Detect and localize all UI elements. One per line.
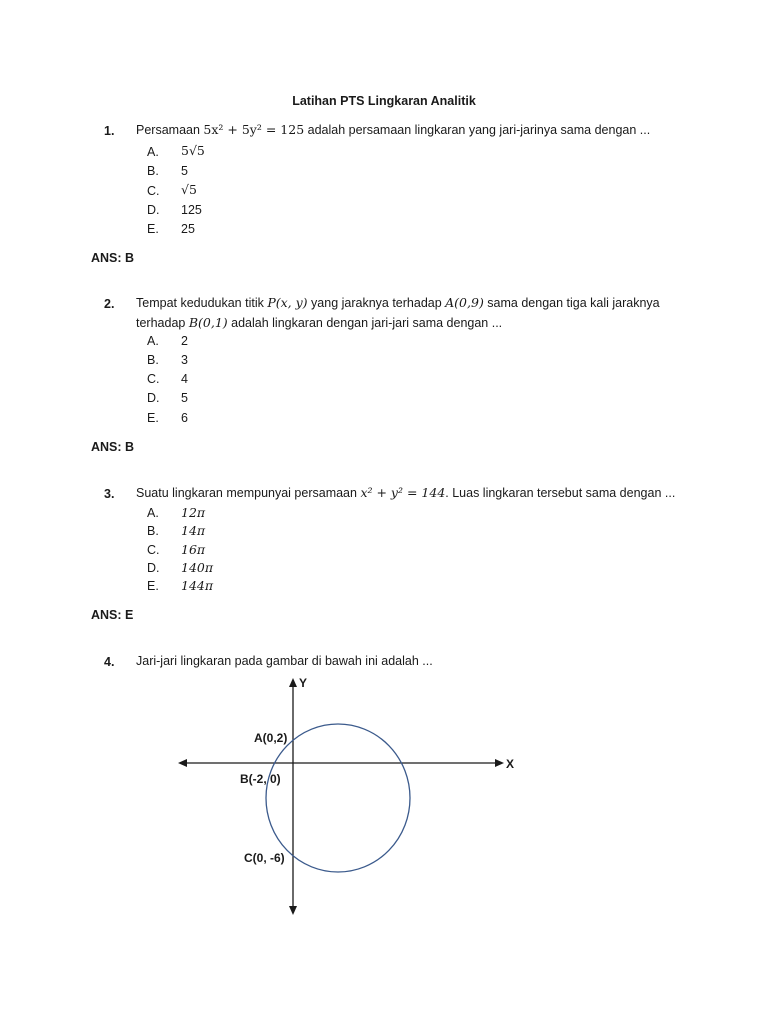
- q3-option-a-letter: A.: [147, 506, 159, 520]
- q1-option-a-letter: A.: [147, 145, 159, 159]
- y-axis-label: Y: [299, 676, 308, 690]
- question-1-number: 1.: [104, 124, 115, 138]
- q2-option-c-letter: C.: [147, 372, 160, 386]
- q3-option-b-value: 14π: [181, 523, 206, 538]
- question-2-answer: ANS: B: [91, 440, 135, 454]
- question-3-text-before: Suatu lingkaran mempunyai persamaan: [136, 486, 361, 500]
- q3-option-a-value: 12π: [181, 505, 206, 520]
- question-1-answer: ANS: B: [91, 251, 135, 265]
- circle: [266, 724, 410, 872]
- q2-option-d-letter: D.: [147, 391, 160, 405]
- q1-option-c-value: √5: [181, 182, 197, 197]
- question-1-text: [136, 120, 650, 140]
- q2-option-a-value: 2: [181, 334, 188, 348]
- point-a-label: A(0,2): [254, 731, 288, 745]
- question-2-line2-before: terhadap: [136, 316, 189, 330]
- question-2-line1-after: sama dengan tiga kali jaraknya: [483, 296, 660, 310]
- q2-option-a-letter: A.: [147, 334, 159, 348]
- question-3-text: [136, 483, 675, 503]
- question-2-line1-mid: yang jaraknya terhadap: [307, 296, 446, 310]
- question-2-line2-after: adalah lingkaran dengan jari-jari sama dengan ...: [227, 316, 503, 330]
- circle-diagram: [170, 672, 520, 922]
- question-4-text: Jari-jari lingkaran pada gambar di bawah ini adalah ...: [136, 654, 433, 668]
- question-2-line1-before: Tempat kedudukan titik: [136, 296, 268, 310]
- q2-option-b-value: 3: [181, 353, 188, 367]
- q1-option-d-value: 125: [181, 203, 202, 217]
- q2-option-e-value: 6: [181, 411, 188, 425]
- q1-option-b-letter: B.: [147, 164, 159, 178]
- q3-option-e-value: 144π: [181, 578, 214, 593]
- question-2-point-b: B(0,1): [188, 315, 228, 330]
- q3-option-d-value: 140π: [181, 560, 214, 575]
- question-1-text-after: adalah persamaan lingkaran yang jari-jarinya sama dengan ...: [304, 123, 651, 137]
- question-3-text-after: . Luas lingkaran tersebut sama dengan ...: [445, 486, 676, 500]
- x-axis-arrow-left: [178, 759, 187, 767]
- q2-option-c-value: 4: [181, 372, 188, 386]
- x-axis-arrow-right: [495, 759, 504, 767]
- y-axis-arrow-down: [289, 906, 297, 915]
- q1-option-b-value: 5: [181, 164, 188, 178]
- page-title: Latihan PTS Lingkaran Analitik: [292, 94, 476, 108]
- y-axis-arrow-up: [289, 678, 297, 687]
- q3-option-c-value: 16π: [181, 542, 206, 557]
- q3-option-e-letter: E.: [147, 579, 159, 593]
- q2-option-e-letter: E.: [147, 411, 159, 425]
- question-3-equation: x² + y² = 144: [360, 485, 446, 500]
- point-c-label: C(0, -6): [244, 851, 285, 865]
- question-3-number: 3.: [104, 487, 115, 501]
- question-4-number: 4.: [104, 655, 115, 669]
- question-3-answer: ANS: E: [91, 608, 134, 622]
- question-2-point-p: P(x, y): [267, 295, 308, 310]
- question-2-line-1: [136, 293, 660, 313]
- x-axis-label: X: [506, 757, 515, 771]
- q1-option-e-letter: E.: [147, 222, 159, 236]
- q3-option-b-letter: B.: [147, 524, 159, 538]
- q3-option-c-letter: C.: [147, 543, 160, 557]
- q3-option-d-letter: D.: [147, 561, 160, 575]
- q1-option-c-letter: C.: [147, 184, 160, 198]
- question-2-point-a: A(0,9): [445, 295, 484, 310]
- q2-option-b-letter: B.: [147, 353, 159, 367]
- question-2-line-2: [136, 313, 502, 333]
- q1-option-a-value: 5√5: [181, 143, 205, 158]
- q2-option-d-value: 5: [181, 391, 188, 405]
- question-1-equation: 5x² + 5y² = 125: [203, 122, 305, 137]
- question-2-number: 2.: [104, 297, 115, 311]
- q1-option-d-letter: D.: [147, 203, 160, 217]
- question-1-text-before: Persamaan: [136, 123, 204, 137]
- q1-option-e-value: 25: [181, 222, 195, 236]
- point-b-label: B(-2, 0): [240, 772, 281, 786]
